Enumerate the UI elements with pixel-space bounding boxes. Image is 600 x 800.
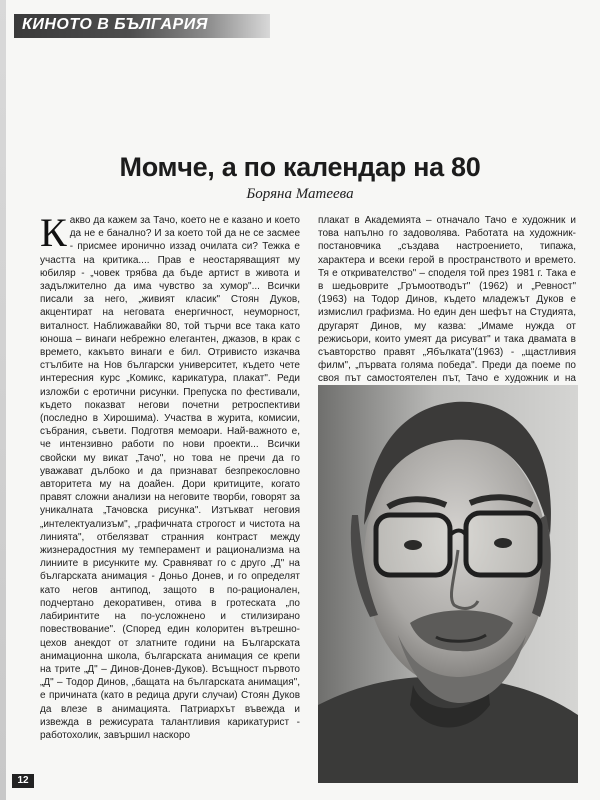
article-author: Боряна Матеева	[246, 186, 354, 202]
portrait-illustration	[318, 385, 578, 783]
page-number: 12	[12, 774, 34, 788]
drop-cap: К	[40, 210, 67, 255]
page-edge	[0, 0, 6, 800]
article-column-left	[40, 210, 300, 762]
portrait-photo	[318, 385, 578, 783]
section-banner	[14, 14, 270, 38]
right-column-text: плакат в Академията – отначало Тачо е художник и това напълно го задоволява. Работата на художник-постановчика „създава настроението, типажа, характера и всеки герой в пространството и времето. Тя е откривателство" – споделя той през 1981 г. Така е в шедьоврите „Гръмоотводът" (1962) и „Ревност" (1963) на Тодор Динов, където младежът Дуков е измислил графизма. Но един ден шефът на Студията, другарят Динов, му казва: „Имаме нужда от режисьори, които умеят да рисуват" и така двамата в съавторство правят „Ябълката"(1963) - „щастливия филм", „първата голяма победа". Преди да поеме по своя път самостоятелен път, Тачо е художник и на	[318, 215, 576, 385]
section-title: КИНОТО В БЪЛГАРИЯ	[22, 16, 208, 33]
article-title: Момче, а по календар на 80	[119, 152, 481, 182]
left-column-text: акво да кажем за Тачо, което не е казано и което да не е банално? И за което той да не се засмее - присмее иронично иззад очилата си? Тежка е участта на критика.... Прав е неостаряващият му юбиляр - „човек трябва да бъде артист в живота и задължително да има чувство за хумор"... Всички писали за него, „живият класик" Стоян Дуков, акцентират на неговата енергичност, неуморност, виталност. Наближавайки 80, той търчи все така като юноша – винаги небрежно елегантен, джазов, в крак с времето, какъвто винаги е бил. Отривисто изкачва стълбите на Нов български университет, където чете интересния курс „Комикс, карикатура, плакат". Реди изложби с еротични рисунки. Препуска по фестивали, където показват негови почетни ретроспективи (последно в Хирошима). Участва в журита, комисии, събрания, съвети. Подготвя мемоари. Най-важното е, че интензивно работи по нови проекти... Всички свойски му викат „Тачо", но това не пречи да го уважават дълбоко и да признават безпрекословно авторитета му на доайен. Дори критиците, когато правят сложни анализи на неговите творби, говорят за уникалната „Тачовска рисунка". Изтъкват неговия „интелектуализъм", „графичната строгост и чистота на линията", отбелязват странния контраст между жизнерадостния му темперамент и рационализма на линиите в рисунките му. Сравняват го с друго „Д" на българската анимация - Доньо Донев, и го определят като негов антипод, защото в по-рационален, подчертано декоративен, отива в гротеската „по лабиринтите на по-усложнено и стилизирано повествование". (Според един колоритен вътрешно-цехов анекдот от златните години на Българската анимационна школа, българската анимация се крепи на трите „Д" – Динов-Донев-Дуков). Всъщност първото „Д" – Тодор Динов, „бащата на българската анимация", е причината (като в редица други случаи) Стоян Дуков да влезе в анимацията. Патриархът въвежда и извежда в режисурата талантливия карикатурист - работохолик, завършил наскоро	[40, 215, 300, 741]
article-column-right	[318, 214, 576, 384]
